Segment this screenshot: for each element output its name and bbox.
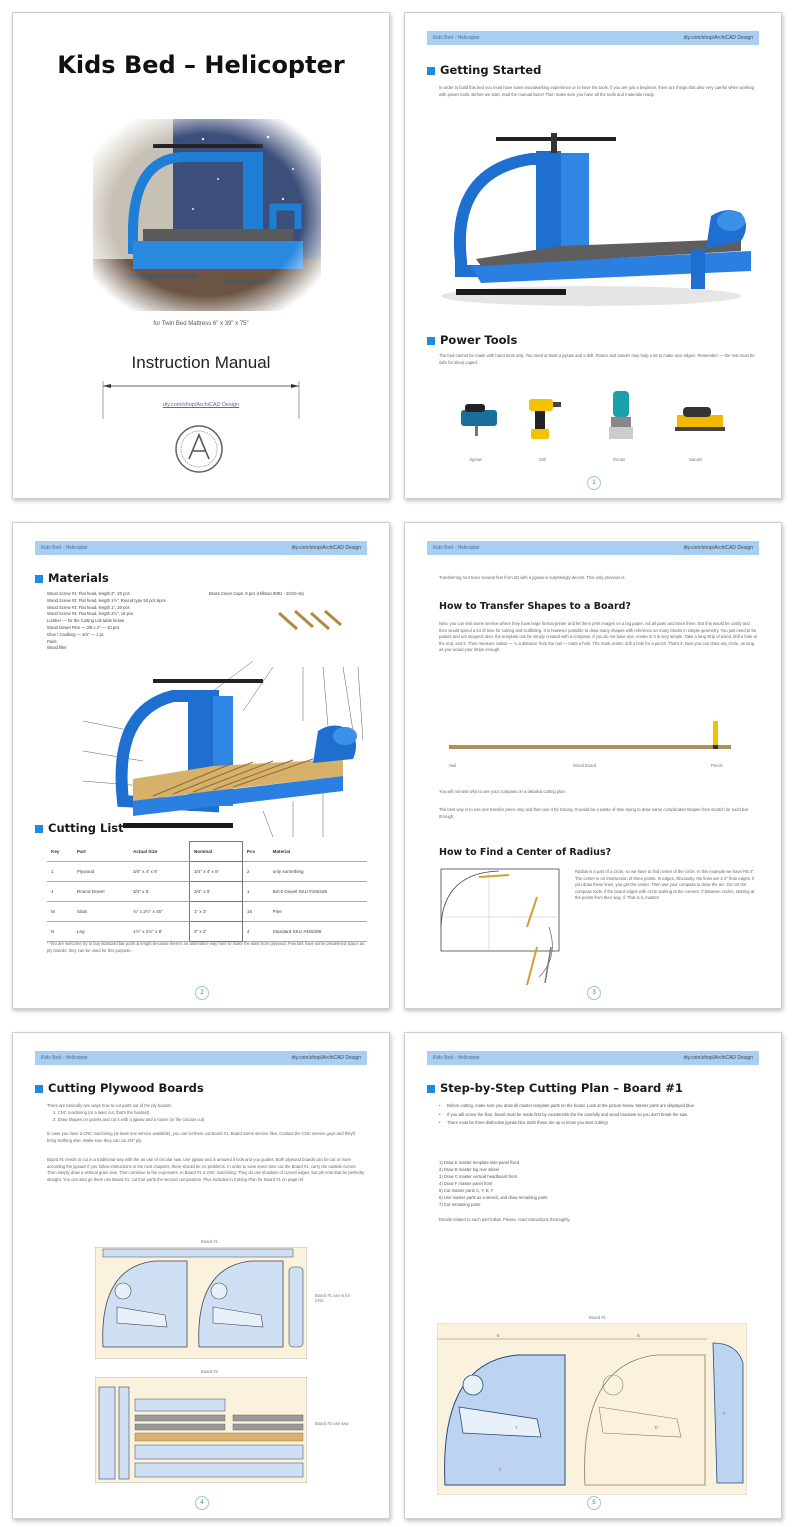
section-cutting-list: Cutting List (35, 821, 124, 835)
plan-letter: D (655, 1425, 659, 1430)
ruler-label-nail: Nail (449, 763, 457, 768)
cover-manual-title: Instruction Manual (131, 353, 271, 372)
table-row: 1 Plywood 3/4" x 4' x 8' 3/4" x 4' x 8' 2 only something (47, 862, 367, 882)
router-icon (605, 389, 637, 445)
board-body: Board #1 needs to cut in a traditional way with the an use of circular saw. Use jigsaw and is amazed it look and you guides. Both plywood boards can be cut or more according the jigsaw! If you follow instructions in the next chapters, there should be no problems. In order to save some time cut the Board #1, carry the outside curves. Then simply draw a vertical grain axis. Then continue to the exposures. In Board #1 a CNC machining: They do use shoulder of curved edges, but pls note that be perfectly straight. You can also go them use Board #1, cut four parts the second composition. Plus included in Cutting Plan for Board #1 on page ref. (47, 1157, 365, 1182)
screws-icon (275, 607, 345, 637)
materials-list (47, 591, 227, 652)
step-list (439, 1159, 757, 1208)
board2-title: Board #2 (201, 1369, 218, 1374)
section-materials: Materials (35, 571, 109, 585)
helicopter-bed-render (441, 131, 751, 331)
screw-cap-note: Brass Cover Caps: 8 pcs (Hillman 8091 - 20/10-16) (209, 591, 304, 596)
col-pcs: Pcs (242, 842, 268, 862)
cover-bed-photo (93, 119, 321, 311)
radius-center-diagram (439, 867, 569, 987)
list-item: • Before cutting, make sure you draw all master template parts on the board. Look at the picture below. Master parts are displayed blue. (439, 1103, 696, 1108)
board2-layout (95, 1377, 307, 1483)
compass-body: You will not visit who to use your compass on a detailed cutting plan. (439, 789, 566, 794)
step-item: 3) Draw C master vertical headboard front (439, 1174, 517, 1179)
jigsaw-icon (457, 398, 501, 438)
cutting-plan-board1 (437, 1323, 747, 1495)
tool-label-drill: Drill (539, 457, 547, 462)
drill-icon (525, 393, 561, 441)
page-number: 2 (195, 986, 209, 1000)
step-item: 7) Cut remaining parts (439, 1202, 481, 1207)
cover-link[interactable]: diy.com/shop/ArchiCAD Design (162, 402, 240, 408)
page-header: Kids Bed - Helicopter diy.com/shop/ArchiCAD Design (35, 1051, 367, 1065)
section-power-tools: Power Tools (427, 333, 517, 347)
page-1 (404, 12, 782, 499)
page-header: Kids Bed - Helicopter diy.com/shop/ArchiCAD Design (427, 1051, 759, 1065)
board1-side-label: Board #1 use is for CNC (315, 1293, 351, 1303)
radius-body: Radius is a part of a circle, so we have to find center of the circle. In this example we have R8.4". The center is on intersection of three points. In edges, Obviously, the lines are 3.4" from edges. If you draw these lines, you get the center. Then use your compass to draw the arc. Do not the compass tools, if the board edges with circle starting at the corners. If between circles, starting at the points from their way, if. That is it, master! (575, 869, 755, 900)
cutting-way-1: 1. CNC machining (or a laser cut, that's the hardest) (53, 1110, 150, 1115)
cnc-body: In case you have a CNC machining (at least one service available), you can let them cut Board #1, Board Some service files. Contact the CNC service guys and they'll bring Nothing else. Make sure they can cut 3/4" ply. (47, 1131, 356, 1143)
compass-ruler-diagram (449, 721, 739, 761)
sander-icon (673, 401, 729, 435)
material-item: Wood Screw #3: Flat head, length 1", 20 pcs (47, 604, 130, 610)
cutting-intro: There are basically two ways how to cut parts out of the ply boards: (47, 1103, 172, 1108)
plan-letter: E (497, 1333, 500, 1338)
col-key: Key (47, 842, 73, 862)
page-number: 1 (587, 476, 601, 490)
ruler-label-board: Wood Board (573, 763, 597, 768)
material-item: Lumber — for the Cutting List table below (47, 618, 125, 624)
table-row: N Leg 1½" x 2½" x 8' 2" x 3' 4 Standard SKU #455398 (47, 922, 367, 942)
page-number: 5 (587, 1496, 601, 1510)
page-header: Kids Bed - Helicopter diy.com/shop/ArchiCAD Design (35, 541, 367, 555)
cutting-list-note: * You are welcome try to buy standard bar parts & length because there's an alternative way here to make the slats from plywood. Few bits have some predefined space as ply boards; they can be used for this purpose. (47, 941, 365, 953)
transfer-body: Now, you can visit some service where they have large format printer and let them print images on a big paper, cut all parts and trace them. But this would be costly and then would spend a lot of time for cutting and scribbling. It is however possible to draw many shapes with reference on many blocks in simple geometry. You just need to be patient and not stopped; also, the template can be simply created with a compass. If you do not have one, create it! It is very simple. Take a long strip of wood, drill a hole at the end, and it. Then measure radius — ¼ a distance from the nail — mark a hole. The mark center, drill a hole for a pencil. That's it. Now you can draw any circle, as long as you would your stripe enough. (439, 621, 757, 652)
section-getting-started: Getting Started (427, 63, 541, 77)
step-item: 4) Draw F master panel front (439, 1181, 493, 1186)
col-nominal: Nominal (189, 842, 242, 862)
heading-center-radius: How to Find a Center of Radius? (439, 847, 612, 858)
tracing-body: The best way is to use one transfer piece only and then use it for tracing. It would be a waste of time trying to draw same complicated shapes from scratch for each bar through. (439, 807, 749, 819)
material-item: Wood Dowel Pins — 3/8 x 2" — 10 pcs (47, 624, 120, 630)
cover-title: Kids Bed – Helicopter (57, 51, 345, 79)
step-item: 6) Use master parts as a stencil, and draw remaining parts (439, 1195, 548, 1200)
board1-layout (95, 1247, 307, 1359)
material-item: Paint (47, 638, 57, 644)
tool-label-router: Router (613, 457, 626, 462)
material-item: Wood filler (47, 645, 67, 651)
cutting-way-2: 2. Draw shapes on panels and cut it with a jigsaw and a router (or the circular cut) (53, 1117, 205, 1122)
page3-intro: Transferring root trace several feet from 2D with a jigsaw is surprisingly decent. This only previous is. (439, 575, 626, 580)
table-row: J Round Dowel 3/4" x 5' 3/4" x 5' 1 Birch Dowel SKU #155328 (47, 882, 367, 902)
page-header: Kids Bed - Helicopter diy.com/shop/ArchiCAD Design (427, 31, 759, 45)
heading-transfer-shapes: How to Transfer Shapes to a Board? (439, 601, 631, 612)
page-number: 3 (587, 986, 601, 1000)
material-item: Wood Screw #1: Flat head, length 2", 20 pcs (47, 591, 130, 596)
step-item: 1) Draw E master template side panel fixed (439, 1160, 520, 1165)
page-5 (404, 1032, 782, 1519)
cover-logo-seal (173, 423, 225, 475)
cover-page (12, 12, 390, 499)
material-item: Glue / Caulking — 3/4" — 1 pc (47, 631, 104, 637)
board1-title: Board #1 (201, 1239, 218, 1244)
col-part: Part (73, 842, 129, 862)
page-header: Kids Bed - Helicopter diy.com/shop/ArchiCAD Design (427, 541, 759, 555)
table-header-row (47, 842, 367, 862)
cover-mattress-note: for Twin Bed Mattress 6" x 39" x 75" (153, 321, 249, 327)
col-material: Material (269, 842, 367, 862)
tool-label-sander: Sander (689, 457, 703, 462)
plan-letter: B (637, 1333, 640, 1338)
step-item: 5) Cut master parts C, Y, E, F (439, 1188, 494, 1193)
section-cutting-plywood: Cutting Plywood Boards (35, 1081, 204, 1095)
page-number: 4 (195, 1496, 209, 1510)
board2-side-label: Board #2 use saw (315, 1421, 349, 1426)
plan-letter: F (723, 1411, 726, 1416)
page-3 (404, 522, 782, 1009)
bullet-list (439, 1103, 757, 1127)
page-2 (12, 522, 390, 1009)
board-title: Board #1 (589, 1315, 606, 1320)
cover-dimension-line (93, 381, 309, 421)
col-actual-size: Actual Size (129, 842, 190, 862)
intro-text: In order to build this bed you must have some woodworking experience or to have the tools. If you are just a beginner, there are things that also very careful when working with power tools. Before we start, read the manual twice! Then make sure you have all the tools and materials ready. (439, 85, 754, 97)
step-item: 2) Draw B master big rear wheel (439, 1167, 500, 1172)
tool-label-jigsaw: Jigsaw (469, 457, 482, 462)
list-item: • If you will screw the floor, board must be made first by countersink the the carefully and wood brackets so you don't break the saw. (439, 1111, 689, 1117)
details-note: Details related to each part follow. Please, read instructions thoroughly. (439, 1217, 571, 1222)
list-item: • There must be three distinctive jigsaw blur. Both these are up to know you start cutting! (439, 1120, 608, 1125)
ruler-label-pencil: Pencil (711, 763, 723, 768)
table-row: M Slats ¾" x 2½" x 45" 1" x 3' 15 Pine (47, 902, 367, 922)
cutting-list-table (47, 841, 367, 942)
plan-letter: C (499, 1467, 503, 1472)
plan-letter: Y (515, 1425, 518, 1430)
page-4 (12, 1032, 390, 1519)
material-item: Wood Screw #4: Flat head, length 3½", 16 pcs (47, 611, 134, 617)
tools-text: The bed cannot be made with hand tools only. You need at least a jigsaw and a drill. Router and sander may help a lot to make nice edges. Remember — the rest must be safe for sleep caped. (439, 353, 755, 365)
material-item: Wood Screw #2: Flat head, length 1½", Round type 50 pcs 8pcs (47, 597, 166, 603)
section-step-by-step: Step-by-Step Cutting Plan – Board #1 (427, 1081, 683, 1095)
